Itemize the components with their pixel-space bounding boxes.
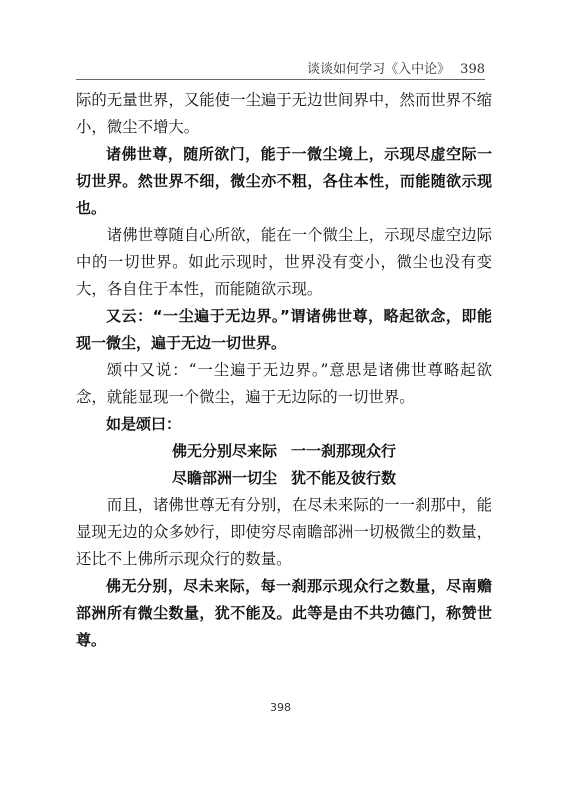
header-page-number: 398	[460, 62, 485, 77]
paragraph-explanation: 诸佛世尊随自心所欲，能在一个微尘上，示现尽虚空边际中的一切世界。如此示现时，世界没有变小，微尘也没有变大，各自住于本性，而能随欲示现。	[76, 226, 492, 298]
running-header	[307, 58, 485, 77]
paragraph-verse-intro: 如是颂曰：	[106, 415, 182, 433]
paragraph-explanation: 颂中又说：“一尘遍于无边界。”意思是诸佛世尊略起欲念，就能显现一个微尘，遍于无边际的一切世界。	[76, 361, 492, 406]
footer-page-number: 398	[270, 701, 291, 714]
paragraph-bold-commentary: 又云：“一尘遍于无边界。”谓诸佛世尊，略起欲念，即能现一微尘，遍于无边一切世界。	[76, 307, 492, 352]
verse-line-left: 尽瞻部洲一切尘	[171, 469, 277, 487]
verse-line	[76, 438, 492, 465]
page-body	[76, 87, 492, 654]
verse-line	[76, 465, 492, 492]
header-title: 谈谈如何学习《入中论》	[307, 62, 451, 77]
paragraph-bold-commentary: 诸佛世尊，随所欲门，能于一微尘境上，示现尽虚空际一切世界。然世界不细，微尘亦不粗，各住本性，而能随欲示现也。	[76, 145, 492, 217]
paragraph-explanation: 而且，诸佛世尊无有分别，在尽未来际的一一刹那中，能显现无边的众多妙行，即使穷尽南瞻部洲一切极微尘的数量，还比不上佛所示现众行的数量。	[76, 496, 492, 568]
verse-block	[76, 438, 492, 492]
paragraph-continuation: 际的无量世界，又能使一尘遍于无边世间界中，然而世界不缩小，微尘不增大。	[76, 91, 492, 136]
verse-line-right: 一一刹那现众行	[291, 442, 397, 460]
header-divider	[76, 79, 485, 80]
paragraph-bold-commentary: 佛无分别，尽未来际，每一刹那示现众行之数量，尽南赡部洲所有微尘数量，犹不能及。此等是由不共功德门，称赞世尊。	[76, 577, 492, 649]
verse-line-right: 犹不能及彼行数	[291, 469, 397, 487]
verse-line-left: 佛无分别尽来际	[171, 442, 277, 460]
